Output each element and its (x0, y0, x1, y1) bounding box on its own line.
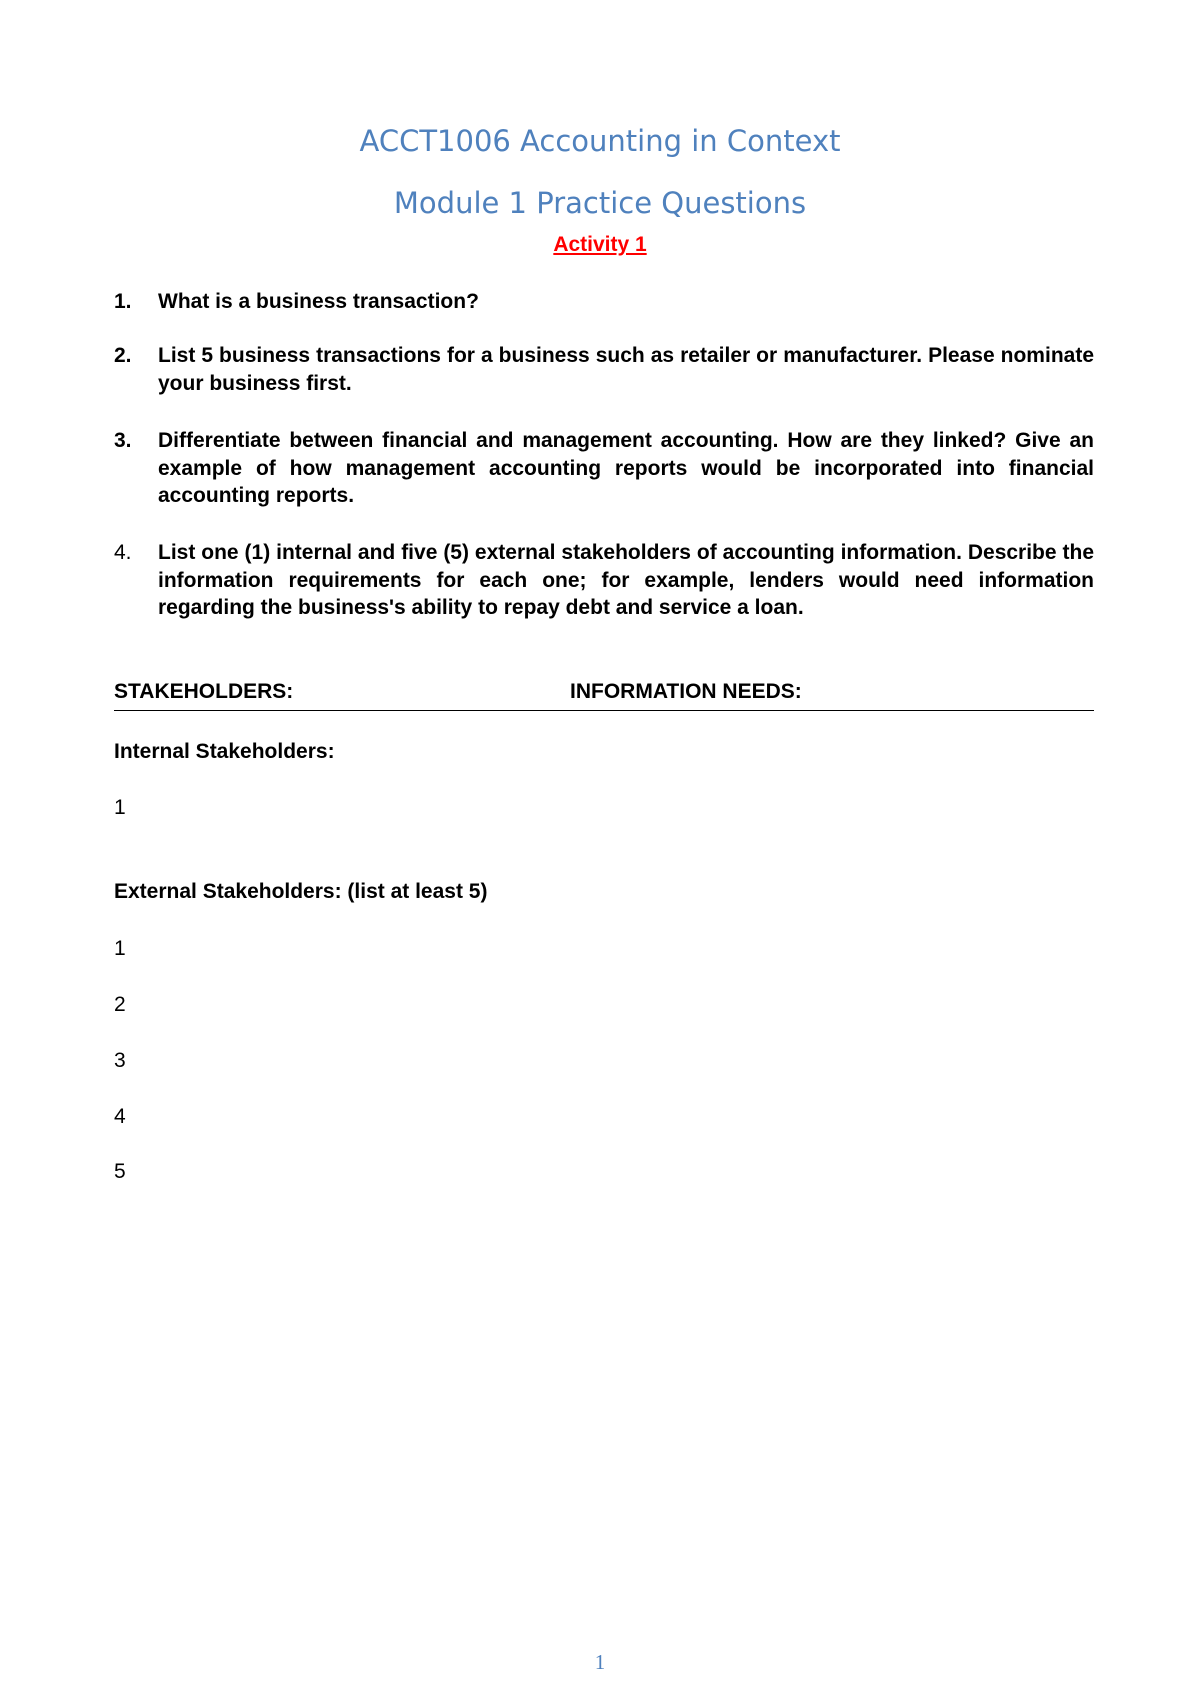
external-item-number: 1 (114, 937, 126, 960)
question-3 (114, 427, 1094, 510)
stakeholder-table-header (114, 680, 1094, 711)
external-stakeholders-label: External Stakeholders: (list at least 5) (114, 880, 488, 903)
external-item-number: 5 (114, 1160, 126, 1183)
external-item-number: 2 (114, 993, 126, 1016)
stakeholders-column-header: STAKEHOLDERS: (114, 680, 294, 703)
question-1 (114, 288, 1094, 316)
external-item-number: 3 (114, 1049, 126, 1072)
document-title: ACCT1006 Accounting in Context (359, 124, 841, 158)
question-text: What is a business transaction? (158, 290, 479, 313)
question-number: 3. (114, 429, 132, 452)
question-2 (114, 342, 1094, 397)
page-number: 1 (594, 1650, 606, 1674)
internal-item-number: 1 (114, 796, 126, 819)
question-number: 1. (114, 290, 132, 313)
external-item-number: 4 (114, 1105, 126, 1128)
question-text: List one (1) internal and five (5) external stakeholders of accounting information. Describe the information requirements for each one; for example, lenders would need information regarding the business's ability to repay debt and service a loan. (158, 541, 1094, 619)
question-text: Differentiate between financial and management accounting. How are they linked? Give an example of how management accounting reports would be incorporated into financial accounting reports. (158, 429, 1094, 507)
activity-heading: Activity 1 (553, 233, 647, 256)
question-4 (114, 539, 1094, 622)
question-text: List 5 business transactions for a business such as retailer or manufacturer. Please nominate your business first. (158, 344, 1094, 395)
information-needs-column-header: INFORMATION NEEDS: (570, 680, 802, 703)
document-subtitle: Module 1 Practice Questions (393, 186, 807, 220)
question-number: 4. (114, 541, 132, 564)
question-number: 2. (114, 344, 132, 367)
internal-stakeholders-label: Internal Stakeholders: (114, 740, 335, 763)
